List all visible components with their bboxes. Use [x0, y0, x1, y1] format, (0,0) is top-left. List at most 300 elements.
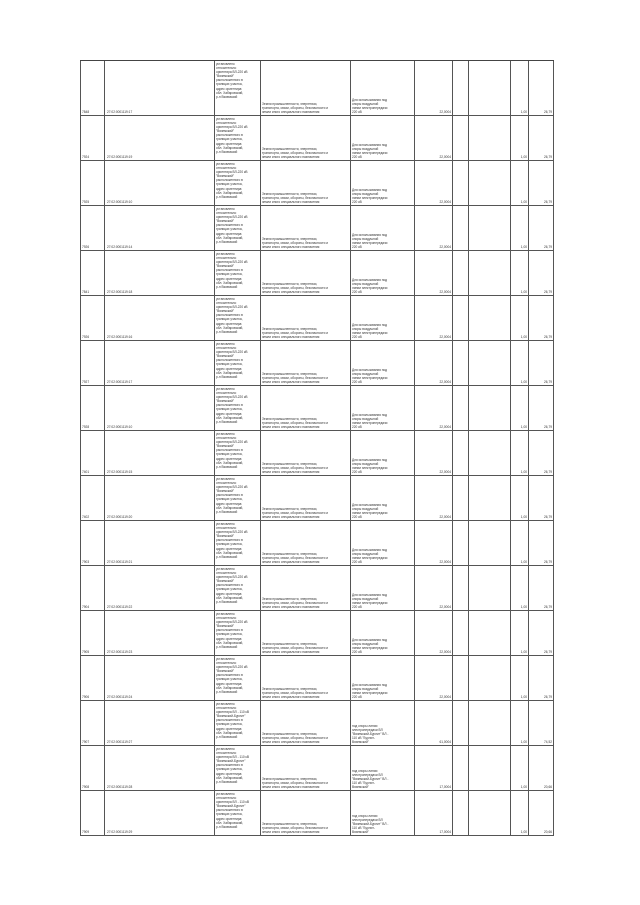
- permitted-use-text: Для использования под опоры воздушной линии электропередачи 220 кВ: [352, 232, 388, 249]
- permitted-use-text: Для использования под опоры воздушной линии электропередачи 220 кВ: [352, 637, 388, 654]
- row-number-cell: [80, 61, 104, 115]
- row-number-cell: [80, 656, 104, 700]
- area-value: 22,0004: [439, 469, 451, 474]
- cadastral-number: 27:02:0001119:16: [107, 334, 133, 339]
- permitted-use-text: Для использования под опоры воздушной линии электропередачи 220 кВ: [352, 502, 388, 519]
- table-row: [80, 341, 554, 386]
- row-number: 7927: [82, 379, 90, 384]
- area-cell: [414, 476, 452, 520]
- area-value: 17,0004: [439, 784, 451, 789]
- location-cell: [214, 566, 260, 610]
- row-number-cell: [80, 476, 104, 520]
- rate-value: 1,00: [520, 604, 527, 609]
- table-row: [80, 61, 554, 116]
- empty-cell: [452, 431, 468, 475]
- row-number: 7908: [82, 784, 90, 789]
- empty-cell: [452, 656, 468, 700]
- permitted-use-text: Для использования под опоры воздушной линии электропередачи 220 кВ: [352, 277, 388, 294]
- table-row: [80, 476, 554, 521]
- area-cell: [414, 206, 452, 250]
- table-row: [80, 251, 554, 296]
- area-value: 22,0004: [439, 514, 451, 519]
- area-value: 22,0004: [439, 109, 451, 114]
- location-text: установлено относительно ориентира ВЛ-220 кВ "Вяземский" расположенного в границах участка, адрес ориентира: обл. Хабаровский, р-н Вяземский: [216, 297, 248, 334]
- land-category-cell: [260, 341, 350, 385]
- location-cell: [214, 611, 260, 655]
- land-category-cell: [260, 116, 350, 160]
- land-category-text: Земли промышленности, энергетики, транспорта, связи, обороны, безопасности и земли иного специального назначения: [262, 596, 329, 609]
- tax-value: 26,79: [544, 514, 552, 519]
- land-category-text: Земли промышленности, энергетики, транспорта, связи, обороны, безопасности и земли иного специального назначения: [262, 146, 329, 159]
- land-category-cell: [260, 296, 350, 340]
- empty-cell: [452, 161, 468, 205]
- empty-cell: [452, 701, 468, 745]
- tax-value: 26,79: [544, 649, 552, 654]
- rate-value: 1,00: [520, 334, 527, 339]
- tax-value-cell: [528, 566, 554, 610]
- permitted-use-cell: [350, 746, 414, 790]
- tax-value: 26,79: [544, 469, 552, 474]
- tax-value-cell: [528, 116, 554, 160]
- land-category-text: Земли промышленности, энергетики, транспорта, связи, обороны, безопасности и земли иного специального назначения: [262, 236, 329, 249]
- cadastral-number-cell: [104, 251, 214, 295]
- table-row: [80, 746, 554, 791]
- cadastral-number-cell: [104, 476, 214, 520]
- rate-value: 1,00: [520, 424, 527, 429]
- tax-value-cell: [528, 206, 554, 250]
- area-value: 22,0004: [439, 154, 451, 159]
- empty-cell: [452, 521, 468, 565]
- empty-cell: [452, 116, 468, 160]
- permitted-use-text: Для использования под опоры воздушной линии электропередачи 220 кВ: [352, 682, 388, 699]
- location-text: установлено относительно ориентира ВЛ-220 кВ "Вяземский" расположенного в границах участка, адрес ориентира: обл. Хабаровский, р-н Вяземский: [216, 432, 248, 469]
- location-cell: [214, 656, 260, 700]
- location-text: установлено относительно ориентира ВЛ-220 кВ "Вяземский" расположенного в границах участка, адрес ориентира: обл. Хабаровский, р-н Вяземский: [216, 252, 248, 289]
- location-text: установлено относительно ориентира ВЛ-220 кВ "Вяземский" расположенного в границах участка, адрес ориентира: обл. Хабаровский, р-н Вяземский: [216, 612, 248, 649]
- empty-cell: [468, 341, 510, 385]
- location-cell: [214, 206, 260, 250]
- cadastral-number: 27:02:0001119:10: [107, 424, 133, 429]
- area-value: 22,0004: [439, 424, 451, 429]
- permitted-use-text: под опоры линии электропередачи ВЛ "Вяземский-Бурлит" ВЛ - 110 кВ "Бурлит- Вяземский": [352, 723, 389, 744]
- cadastral-number: 27:02:0001119:17: [107, 109, 133, 114]
- empty-cell: [468, 116, 510, 160]
- area-value: 22,0004: [439, 559, 451, 564]
- table-row: [80, 701, 554, 746]
- land-category-cell: [260, 566, 350, 610]
- cadastral-number: 27:02:0001119:29: [107, 829, 133, 834]
- row-number: 7926: [82, 334, 90, 339]
- permitted-use-cell: [350, 701, 414, 745]
- location-cell: [214, 341, 260, 385]
- tax-value: 26,79: [544, 604, 552, 609]
- area-value: 22,0004: [439, 604, 451, 609]
- location-cell: [214, 701, 260, 745]
- location-cell: [214, 61, 260, 115]
- empty-cell: [468, 656, 510, 700]
- row-number-cell: [80, 341, 104, 385]
- location-text: установлено относительно ориентира ВЛ-220 кВ "Вяземский" расположенного в границах участка, адрес ориентира: обл. Хабаровский, р-н Вяземский: [216, 117, 248, 154]
- cadastral-number: 27:02:0001119:18: [107, 289, 133, 294]
- empty-cell: [452, 341, 468, 385]
- rate-value: 1,00: [520, 829, 527, 834]
- row-number-cell: [80, 296, 104, 340]
- empty-cell: [452, 476, 468, 520]
- tax-value: 26,79: [544, 109, 552, 114]
- location-text: установлено относительно ориентира ВЛ-220 кВ "Вяземский" расположенного в границах участка, адрес ориентира: обл. Хабаровский, р-н Вяземский: [216, 162, 248, 199]
- area-value: 22,0004: [439, 694, 451, 699]
- rate-cell: [510, 296, 528, 340]
- tax-value: 20,66: [544, 829, 552, 834]
- location-text: установлено относительно ориентира ВЛ-220 кВ "Вяземский" расположенного в границах участка, адрес ориентира: обл. Хабаровский, р-н Вяземский: [216, 62, 248, 99]
- tax-value: 26,79: [544, 559, 552, 564]
- rate-value: 1,00: [520, 109, 527, 114]
- land-category-text: Земли промышленности, энергетики, транспорта, связи, обороны, безопасности и земли иного специального назначения: [262, 191, 329, 204]
- permitted-use-cell: [350, 611, 414, 655]
- rate-value: 1,00: [520, 739, 527, 744]
- permitted-use-text: Для использования под опоры воздушной линии электропередачи 220 кВ: [352, 142, 388, 159]
- land-category-cell: [260, 611, 350, 655]
- rate-value: 1,00: [520, 379, 527, 384]
- area-cell: [414, 656, 452, 700]
- row-number: 7841: [82, 289, 90, 294]
- table-row: [80, 521, 554, 566]
- land-category-cell: [260, 521, 350, 565]
- location-cell: [214, 791, 260, 835]
- row-number-cell: [80, 611, 104, 655]
- cadastral-number: 27:02:0001119:27: [107, 739, 133, 744]
- tax-value: 26,79: [544, 379, 552, 384]
- rate-value: 1,00: [520, 199, 527, 204]
- empty-cell: [468, 791, 510, 835]
- permitted-use-cell: [350, 61, 414, 115]
- location-text: установлено относительно ориентира ВЛ-220 кВ "Вяземский" расположенного в границах участка, адрес ориентира: обл. Хабаровский, р-н Вяземский: [216, 387, 248, 424]
- empty-cell: [468, 476, 510, 520]
- rate-cell: [510, 521, 528, 565]
- area-cell: [414, 116, 452, 160]
- rate-value: 1,00: [520, 559, 527, 564]
- permitted-use-text: Для использования под опоры воздушной линии электропередачи 220 кВ: [352, 97, 388, 114]
- permitted-use-cell: [350, 791, 414, 835]
- land-category-cell: [260, 791, 350, 835]
- location-text: установлено относительно ориентира ВЛ-220 кВ "Вяземский" расположенного в границах участка, адрес ориентира: обл. Хабаровский, р-н Вяземский: [216, 567, 248, 604]
- permitted-use-cell: [350, 341, 414, 385]
- table-row: [80, 431, 554, 476]
- area-value: 17,0004: [439, 829, 451, 834]
- rate-cell: [510, 701, 528, 745]
- cadastral-number: 27:02:0001119:17: [107, 379, 133, 384]
- empty-cell: [468, 566, 510, 610]
- tax-value-cell: [528, 656, 554, 700]
- rate-cell: [510, 791, 528, 835]
- area-cell: [414, 431, 452, 475]
- empty-cell: [468, 746, 510, 790]
- rate-value: 1,00: [520, 784, 527, 789]
- permitted-use-text: под опоры линии электропередачи ВЛ "Вяземский-Бурлит" ВЛ - 110 кВ "Бурлит- Вяземский": [352, 813, 389, 834]
- tax-value-cell: [528, 476, 554, 520]
- land-category-cell: [260, 746, 350, 790]
- location-cell: [214, 251, 260, 295]
- cadastral-number: 27:02:0001119:21: [107, 559, 133, 564]
- permitted-use-cell: [350, 656, 414, 700]
- row-number-cell: [80, 206, 104, 250]
- permitted-use-cell: [350, 206, 414, 250]
- row-number-cell: [80, 791, 104, 835]
- permitted-use-text: Для использования под опоры воздушной линии электропередачи 220 кВ: [352, 457, 388, 474]
- tax-value: 26,79: [544, 154, 552, 159]
- land-category-text: Земли промышленности, энергетики, транспорта, связи, обороны, безопасности и земли иного специального назначения: [262, 101, 329, 114]
- cadastral-number-cell: [104, 296, 214, 340]
- rate-value: 1,00: [520, 694, 527, 699]
- tax-value-cell: [528, 746, 554, 790]
- table-row: [80, 296, 554, 341]
- empty-cell: [468, 431, 510, 475]
- row-number: 7905: [82, 649, 90, 654]
- row-number-cell: [80, 116, 104, 160]
- tax-value-cell: [528, 386, 554, 430]
- permitted-use-text: под опоры линии электропередачи ВЛ "Вяземский-Бурлит" ВЛ - 110 кВ "Бурлит- Вяземский": [352, 768, 389, 789]
- empty-cell: [468, 296, 510, 340]
- location-cell: [214, 386, 260, 430]
- empty-cell: [468, 701, 510, 745]
- tax-value: 26,79: [544, 694, 552, 699]
- tax-value: 20,66: [544, 784, 552, 789]
- cadastral-number-cell: [104, 746, 214, 790]
- rate-value: 1,00: [520, 514, 527, 519]
- row-number-cell: [80, 746, 104, 790]
- land-category-cell: [260, 61, 350, 115]
- empty-cell: [452, 566, 468, 610]
- row-number-cell: [80, 431, 104, 475]
- cadastral-number: 27:02:0001119:14: [107, 244, 133, 249]
- location-cell: [214, 296, 260, 340]
- row-number: 7907: [82, 739, 90, 744]
- land-category-text: Земли промышленности, энергетики, транспорта, связи, обороны, безопасности и земли иного специального назначения: [262, 686, 329, 699]
- land-category-text: Земли промышленности, энергетики, транспорта, связи, обороны, безопасности и земли иного специального назначения: [262, 551, 329, 564]
- empty-cell: [452, 746, 468, 790]
- cadastral-number-cell: [104, 386, 214, 430]
- cadastral-number-cell: [104, 566, 214, 610]
- row-number: 7926: [82, 244, 90, 249]
- location-text: установлено относительно ориентира ВЛ - 110 кВ "Вяземский-Бурлит" расположенного в границах участка, адрес ориентира: обл. Хабаровский, р-н Вяземский: [216, 747, 250, 784]
- tax-value: 26,79: [544, 334, 552, 339]
- row-number-cell: [80, 521, 104, 565]
- land-category-cell: [260, 206, 350, 250]
- cadastral-number: 27:02:0001119:22: [107, 604, 133, 609]
- land-parcel-table: [80, 60, 554, 836]
- area-cell: [414, 701, 452, 745]
- permitted-use-cell: [350, 566, 414, 610]
- location-cell: [214, 431, 260, 475]
- permitted-use-cell: [350, 476, 414, 520]
- tax-value: 26,79: [544, 424, 552, 429]
- rate-value: 1,00: [520, 289, 527, 294]
- area-value: 22,0004: [439, 289, 451, 294]
- land-category-text: Земли промышленности, энергетики, транспорта, связи, обороны, безопасности и земли иного специального назначения: [262, 461, 329, 474]
- table-row: [80, 116, 554, 161]
- empty-cell: [468, 386, 510, 430]
- rate-cell: [510, 61, 528, 115]
- table-row: [80, 566, 554, 611]
- area-cell: [414, 566, 452, 610]
- cadastral-number-cell: [104, 431, 214, 475]
- row-number-cell: [80, 251, 104, 295]
- tax-value-cell: [528, 341, 554, 385]
- cadastral-number: 27:02:0001119:19: [107, 154, 133, 159]
- rate-value: 1,00: [520, 244, 527, 249]
- rate-value: 1,00: [520, 649, 527, 654]
- rate-cell: [510, 431, 528, 475]
- cadastral-number-cell: [104, 116, 214, 160]
- empty-cell: [468, 206, 510, 250]
- location-text: установлено относительно ориентира ВЛ - 110 кВ "Вяземский-Бурлит" расположенного в границах участка, адрес ориентира: обл. Хабаровский, р-н Вяземский: [216, 792, 250, 829]
- tax-value: 74,52: [544, 739, 552, 744]
- cadastral-number-cell: [104, 791, 214, 835]
- area-value: 22,0004: [439, 244, 451, 249]
- cadastral-number: 27:02:0001119:24: [107, 694, 133, 699]
- rate-cell: [510, 206, 528, 250]
- empty-cell: [452, 611, 468, 655]
- cadastral-number-cell: [104, 611, 214, 655]
- rate-cell: [510, 386, 528, 430]
- area-value: 22,0004: [439, 334, 451, 339]
- row-number: 7925: [82, 199, 90, 204]
- table-row: [80, 611, 554, 656]
- land-category-text: Земли промышленности, энергетики, транспорта, связи, обороны, безопасности и земли иного специального назначения: [262, 821, 329, 834]
- location-cell: [214, 476, 260, 520]
- location-cell: [214, 746, 260, 790]
- row-number: 7903: [82, 559, 90, 564]
- area-cell: [414, 611, 452, 655]
- land-category-text: Земли промышленности, энергетики, транспорта, связи, обороны, безопасности и земли иного специального назначения: [262, 281, 329, 294]
- empty-cell: [452, 296, 468, 340]
- land-category-cell: [260, 656, 350, 700]
- location-text: установлено относительно ориентира ВЛ-220 кВ "Вяземский" расположенного в границах участка, адрес ориентира: обл. Хабаровский, р-н Вяземский: [216, 477, 248, 514]
- land-category-cell: [260, 161, 350, 205]
- land-category-text: Земли промышленности, энергетики, транспорта, связи, обороны, безопасности и земли иного специального назначения: [262, 506, 329, 519]
- cadastral-number-cell: [104, 161, 214, 205]
- cadastral-number-cell: [104, 521, 214, 565]
- tax-value: 26,79: [544, 289, 552, 294]
- permitted-use-text: Для использования под опоры воздушной линии электропередачи 220 кВ: [352, 412, 388, 429]
- cadastral-number: 27:02:0001119:10: [107, 199, 133, 204]
- area-cell: [414, 746, 452, 790]
- empty-cell: [468, 161, 510, 205]
- row-number: 7909: [82, 829, 90, 834]
- land-category-text: Земли промышленности, энергетики, транспорта, связи, обороны, безопасности и земли иного специального назначения: [262, 641, 329, 654]
- cadastral-number: 27:02:0001119:15: [107, 469, 133, 474]
- table-row: [80, 791, 554, 836]
- row-number-cell: [80, 386, 104, 430]
- rate-cell: [510, 566, 528, 610]
- row-number: 7928: [82, 424, 90, 429]
- rate-cell: [510, 746, 528, 790]
- area-cell: [414, 296, 452, 340]
- land-category-text: Земли промышленности, энергетики, транспорта, связи, обороны, безопасности и земли иного специального назначения: [262, 731, 329, 744]
- land-category-text: Земли промышленности, энергетики, транспорта, связи, обороны, безопасности и земли иного специального назначения: [262, 371, 329, 384]
- empty-cell: [452, 61, 468, 115]
- tax-value-cell: [528, 611, 554, 655]
- rate-cell: [510, 611, 528, 655]
- table-row: [80, 386, 554, 431]
- location-text: установлено относительно ориентира ВЛ - 110 кВ "Вяземский-Бурлит" расположенного в границах участка, адрес ориентира: обл. Хабаровский, р-н Вяземский: [216, 702, 250, 739]
- rate-cell: [510, 116, 528, 160]
- empty-cell: [468, 521, 510, 565]
- area-cell: [414, 161, 452, 205]
- area-value: 22,0004: [439, 379, 451, 384]
- row-number: 7401: [82, 469, 90, 474]
- row-number: 7402: [82, 514, 90, 519]
- permitted-use-text: Для использования под опоры воздушной линии электропередачи 220 кВ: [352, 547, 388, 564]
- land-category-cell: [260, 251, 350, 295]
- permitted-use-cell: [350, 116, 414, 160]
- tax-value-cell: [528, 251, 554, 295]
- rate-cell: [510, 656, 528, 700]
- row-number: 7904: [82, 604, 90, 609]
- empty-cell: [452, 791, 468, 835]
- table-row: [80, 206, 554, 251]
- tax-value-cell: [528, 61, 554, 115]
- tax-value-cell: [528, 701, 554, 745]
- empty-cell: [468, 61, 510, 115]
- land-category-text: Земли промышленности, энергетики, транспорта, связи, обороны, безопасности и земли иного специального назначения: [262, 326, 329, 339]
- permitted-use-text: Для использования под опоры воздушной линии электропередачи 220 кВ: [352, 322, 388, 339]
- land-category-cell: [260, 476, 350, 520]
- area-cell: [414, 791, 452, 835]
- land-category-cell: [260, 386, 350, 430]
- table-row: [80, 656, 554, 701]
- permitted-use-text: Для использования под опоры воздушной линии электропередачи 220 кВ: [352, 592, 388, 609]
- location-cell: [214, 521, 260, 565]
- empty-cell: [452, 251, 468, 295]
- empty-cell: [468, 251, 510, 295]
- empty-cell: [452, 206, 468, 250]
- rate-cell: [510, 476, 528, 520]
- land-category-cell: [260, 701, 350, 745]
- location-text: установлено относительно ориентира ВЛ-220 кВ "Вяземский" расположенного в границах участка, адрес ориентира: обл. Хабаровский, р-н Вяземский: [216, 342, 248, 379]
- row-number-cell: [80, 701, 104, 745]
- empty-cell: [452, 386, 468, 430]
- row-number-cell: [80, 161, 104, 205]
- permitted-use-text: Для использования под опоры воздушной линии электропередачи 220 кВ: [352, 187, 388, 204]
- row-number: 7906: [82, 694, 90, 699]
- tax-value: 26,79: [544, 199, 552, 204]
- area-value: 22,0004: [439, 199, 451, 204]
- tax-value: 26,79: [544, 244, 552, 249]
- area-value: 22,0004: [439, 649, 451, 654]
- rate-cell: [510, 251, 528, 295]
- location-text: установлено относительно ориентира ВЛ-220 кВ "Вяземский" расположенного в границах участка, адрес ориентира: обл. Хабаровский, р-н Вяземский: [216, 207, 248, 244]
- cadastral-number-cell: [104, 61, 214, 115]
- cadastral-number: 27:02:0001119:23: [107, 649, 133, 654]
- row-number-cell: [80, 566, 104, 610]
- cadastral-number-cell: [104, 656, 214, 700]
- tax-value-cell: [528, 431, 554, 475]
- area-cell: [414, 251, 452, 295]
- permitted-use-cell: [350, 251, 414, 295]
- location-text: установлено относительно ориентира ВЛ-220 кВ "Вяземский" расположенного в границах участка, адрес ориентира: обл. Хабаровский, р-н Вяземский: [216, 522, 248, 559]
- permitted-use-cell: [350, 431, 414, 475]
- rate-value: 1,00: [520, 154, 527, 159]
- table-row: [80, 161, 554, 206]
- area-cell: [414, 386, 452, 430]
- tax-value-cell: [528, 296, 554, 340]
- permitted-use-text: Для использования под опоры воздушной линии электропередачи 220 кВ: [352, 367, 388, 384]
- land-category-cell: [260, 431, 350, 475]
- land-category-text: Земли промышленности, энергетики, транспорта, связи, обороны, безопасности и земли иного специального назначения: [262, 416, 329, 429]
- cadastral-number: 27:02:0001119:28: [107, 784, 133, 789]
- cadastral-number: 27:02:0001119:20: [107, 514, 133, 519]
